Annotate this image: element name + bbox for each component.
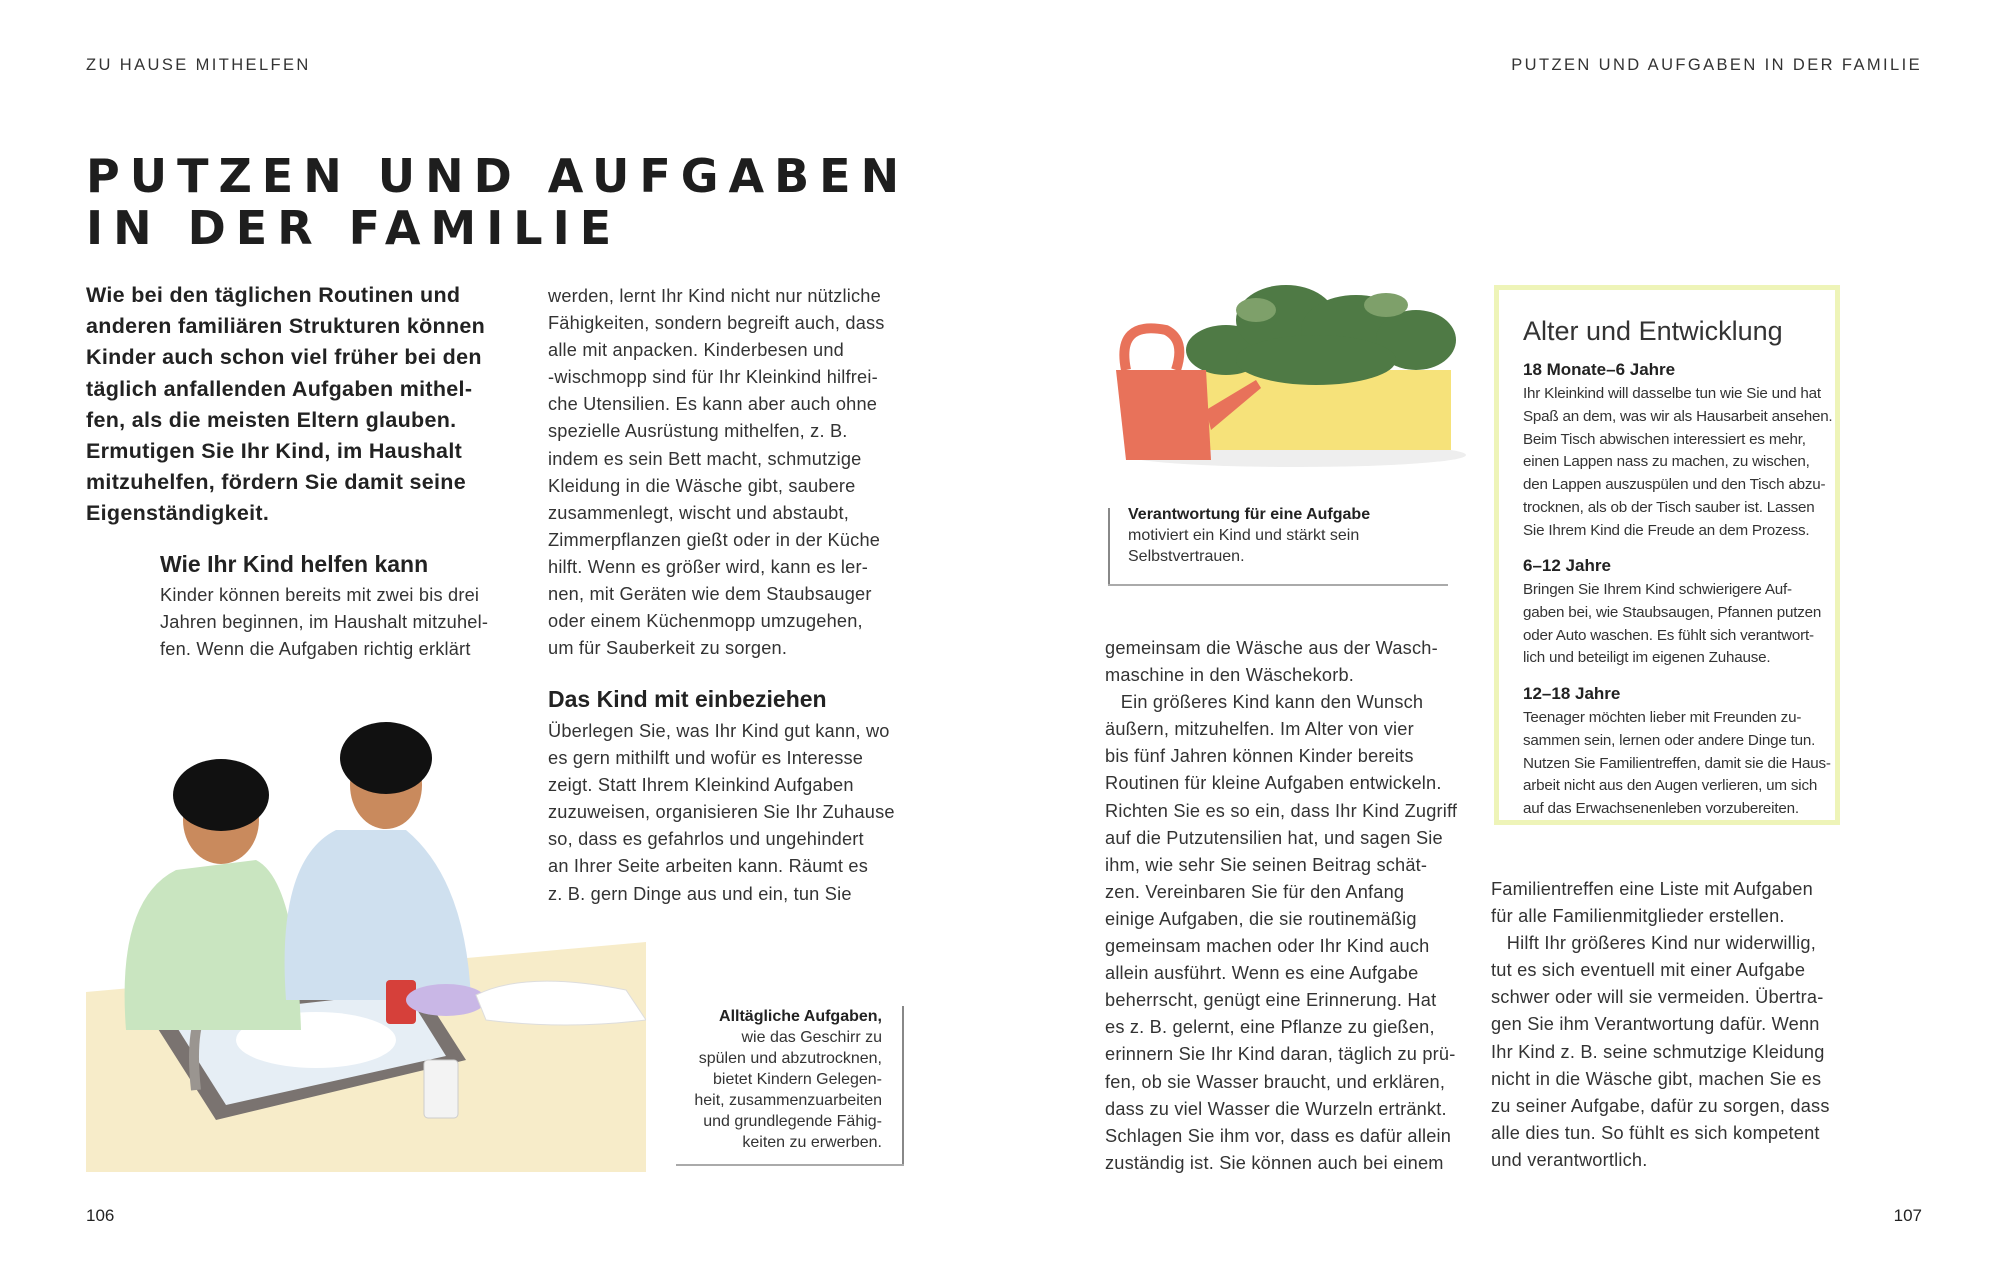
text-line: Überlegen Sie, was Ihr Kind gut kann, wo [548, 721, 890, 741]
intro-line: Eigenständigkeit. [86, 501, 270, 526]
text-line: und verantwortlich. [1491, 1149, 1648, 1170]
text-line: gemeinsam die Wäsche aus der Wasch- [1105, 638, 1438, 658]
page-number-right: 107 [1893, 1206, 1922, 1225]
caption-line: keiten zu erwerben. [742, 1134, 882, 1151]
caption-line: heit, zusammenzuarbeiten [694, 1092, 882, 1109]
text-line: Kinder können bereits mit zwei bis drei [160, 585, 480, 605]
text-line: zuständig ist. Sie können auch bei einem [1105, 1152, 1444, 1173]
watering-can [1116, 370, 1211, 460]
text-line: es z. B. gelernt, eine Pflanze zu gießen, [1105, 1017, 1435, 1038]
text-line: zeigt. Statt Ihrem Kleinkind Aufgaben [548, 775, 854, 796]
text-line: dass zu viel Wasser die Wurzeln ertränkt. [1105, 1098, 1447, 1119]
box-line: gaben bei, wie Staubsaugen, Pfannen putzen [1523, 603, 1822, 621]
box-title: Alter und Entwicklung [1523, 316, 1783, 346]
intro-line: täglich anfallenden Aufgaben mithel- [86, 376, 473, 401]
text-line: maschine in den Wäschekorb. [1105, 665, 1355, 686]
box-line: sammen sein, lernen oder andere Dinge tun. [1523, 731, 1816, 749]
text-line: für alle Familienmitglieder erstellen. [1491, 906, 1785, 927]
column-4-text [1491, 876, 1830, 1174]
text-line: nen, mit Geräten wie dem Staubsauger [548, 584, 872, 605]
boy-left-shirt [125, 860, 301, 1030]
caption-line: motiviert ein Kind und stärkt sein [1128, 527, 1360, 544]
text-line: werden, lernt Ihr Kind nicht nur nützliche [548, 286, 881, 306]
box-text [1523, 579, 1821, 670]
text-line: auf die Putzutensilien hat, und sagen Sie [1105, 827, 1443, 848]
title-line-1: PUTZEN UND AUFGABEN [86, 149, 910, 203]
text-line: beherrscht, genügt eine Erinnerung. Hat [1105, 990, 1437, 1011]
text-line: um für Sauberkeit zu sorgen. [548, 638, 788, 659]
plant-illustration [1096, 260, 1476, 482]
age-development-box [1494, 285, 1840, 825]
box-text [1523, 383, 1832, 543]
intro-line: Wie bei den täglichen Routinen und [86, 283, 461, 307]
caption-plant [1128, 504, 1370, 567]
text-line: -wischmopp sind für Ihr Kleinkind hilfrei- [548, 367, 878, 388]
caption-bold: Alltägliche Aufgaben, [719, 1008, 882, 1025]
box-line: Sie Ihrem Kind die Freude an dem Prozess. [1523, 521, 1810, 539]
text-line: so, dass es gefahrlos und ungehindert [548, 829, 864, 850]
text-line: äußern, mitzuhelfen. Im Alter von vier [1105, 719, 1414, 740]
text-line: Familientreffen eine Liste mit Aufgaben [1491, 879, 1813, 899]
intro-line: Kinder auch schon viel früher bei den [86, 345, 482, 370]
boy-left-hair [173, 759, 269, 831]
box-line: Bringen Sie Ihrem Kind schwierigere Auf- [1523, 581, 1792, 598]
box-line: Spaß an dem, was wir als Hausarbeit ansehen. [1523, 407, 1833, 425]
text-line: Ihr Kind z. B. seine schmutzige Kleidung [1491, 1041, 1825, 1062]
text-line: Hilft Ihr größeres Kind nur widerwillig, [1491, 933, 1816, 954]
running-header-left: ZU HAUSE MITHELFEN [86, 56, 311, 74]
caption-bold: Verantwortung für eine Aufgabe [1128, 506, 1371, 523]
section-heading-einbeziehen: Das Kind mit einbeziehen [548, 686, 827, 712]
text-line: alle dies tun. So fühlt es sich kompetent [1491, 1122, 1820, 1143]
can-handle [1124, 328, 1179, 370]
text-line: es gern mithilft und wofür es Interesse [548, 748, 864, 769]
intro-line: Ermutigen Sie Ihr Kind, im Haushalt [86, 439, 463, 464]
intro-line: mitzuhelfen, fördern Sie damit seine [86, 470, 466, 495]
caption-rule [902, 1006, 904, 1166]
text-line: oder einem Küchenmopp umzugehen, [548, 611, 863, 632]
text-line: spezielle Ausrüstung mithelfen, z. B. [548, 421, 848, 442]
text-line: zusammenlegt, wischt und abstaubt, [548, 502, 849, 523]
caption-rule [1108, 584, 1448, 586]
text-line: alle mit anpacken. Kinderbesen und [548, 340, 844, 361]
caption-line: und grundlegende Fähig- [703, 1113, 882, 1130]
box-line: auf das Erwachsenenleben vorzubereiten. [1523, 800, 1799, 818]
text-line: Kleidung in die Wäsche gibt, saubere [548, 475, 856, 496]
box-line: lich und beteiligt im eigenen Zuhause. [1523, 649, 1771, 667]
text-line: che Utensilien. Es kann aber auch ohne [548, 394, 878, 415]
text-line: gen Sie ihm Verantwortung dafür. Wenn [1491, 1014, 1820, 1035]
text-line: einige Aufgaben, die sie routinemäßig [1105, 908, 1417, 929]
text-line: schwer oder will sie vermeiden. Übertra- [1491, 987, 1824, 1008]
running-header-right: PUTZEN UND AUFGABEN IN DER FAMILIE [1511, 56, 1922, 74]
text-line: Schlagen Sie ihm vor, dass es dafür allein [1105, 1125, 1452, 1146]
text-line: Zimmerpflanzen gießt oder in der Küche [548, 529, 881, 550]
box-line: arbeit nicht aus den Augen verlieren, um sich [1523, 777, 1818, 795]
text-line: fen, ob sie Wasser braucht, und erklären, [1105, 1071, 1446, 1092]
box-subheading: 12–18 Jahre [1523, 684, 1621, 703]
text-line: allein ausführt. Wenn es eine Aufgabe [1105, 963, 1419, 984]
boy-right-shirt [285, 830, 471, 1000]
text-line: Richten Sie es so ein, dass Ihr Kind Zugriff [1105, 800, 1458, 821]
text-line: hilft. Wenn es größer wird, kann es ler- [548, 556, 869, 577]
box-line: oder Auto waschen. Es fühlt sich verantwort- [1523, 626, 1814, 644]
caption-line: spülen und abzutrocknen, [698, 1050, 882, 1067]
box-line: trocknen, als ob der Tisch sauber ist. Lassen [1523, 498, 1815, 516]
box-subheading: 6–12 Jahre [1523, 556, 1611, 575]
section1-text [160, 582, 488, 663]
intro-paragraph [86, 280, 516, 530]
section-heading-helfen: Wie Ihr Kind helfen kann [160, 551, 429, 577]
boy-right-hair [340, 722, 432, 794]
text-line: Routinen für kleine Aufgaben entwickeln. [1105, 773, 1442, 794]
column-3-text [1105, 635, 1457, 1177]
text-line: nicht in die Wäsche gibt, machen Sie es [1491, 1068, 1822, 1089]
intro-line: fen, als die meisten Eltern glauben. [86, 407, 457, 432]
dishwashing-illustration [86, 700, 646, 1172]
text-line: z. B. gern Dinge aus und ein, tun Sie [548, 883, 852, 904]
page-title [86, 150, 909, 254]
box-line: Teenager möchten lieber mit Freunden zu- [1523, 709, 1802, 726]
box-text [1523, 707, 1831, 821]
box-line: einen Lappen nass zu machen, zu wischen, [1523, 453, 1810, 471]
text-line: indem es sein Bett macht, schmutzige [548, 448, 862, 469]
text-line: ihm, wie sehr Sie seinen Beitrag schät- [1105, 854, 1428, 875]
column-2-text [548, 283, 885, 662]
caption-line: bietet Kindern Gelegen- [713, 1071, 882, 1088]
text-line: Ein größeres Kind kann den Wunsch [1105, 692, 1424, 713]
glass [424, 1060, 458, 1118]
text-line: tut es sich eventuell mit einer Aufgabe [1491, 960, 1806, 981]
box-subheading: 18 Monate–6 Jahre [1523, 360, 1676, 379]
caption-line: Selbstvertrauen. [1128, 548, 1245, 565]
caption-rule [676, 1164, 904, 1166]
box-line: Ihr Kleinkind will dasselbe tun wie Sie und hat [1523, 385, 1821, 402]
box-line: den Lappen auszuspülen und den Tisch abzu- [1523, 476, 1826, 494]
caption-rule [1108, 508, 1110, 586]
cloth [406, 984, 486, 1016]
box-line: Beim Tisch abwischen interessiert es mehr, [1523, 430, 1806, 448]
text-line: fen. Wenn die Aufgaben richtig erklärt [160, 639, 471, 660]
text-line: bis fünf Jahren können Kinder bereits [1105, 746, 1414, 767]
title-line-2: IN DER FAMILIE [86, 201, 622, 255]
page-number-left: 106 [86, 1206, 115, 1225]
intro-line: anderen familiären Strukturen können [86, 314, 486, 339]
text-line: Fähigkeiten, sondern begreift auch, dass [548, 313, 885, 334]
text-line: zen. Vereinbaren Sie für den Anfang [1105, 881, 1405, 902]
text-line: Jahren beginnen, im Haushalt mitzuhel- [160, 612, 489, 633]
text-line: gemeinsam machen oder Ihr Kind auch [1105, 936, 1430, 957]
text-line: zuzuweisen, organisieren Sie Ihr Zuhause [548, 802, 895, 823]
text-line: zu seiner Aufgabe, dafür zu sorgen, dass [1491, 1095, 1830, 1116]
text-line: erinnern Sie Ihr Kind daran, täglich zu prü- [1105, 1044, 1456, 1065]
text-line: an Ihrer Seite arbeiten kann. Räumt es [548, 856, 868, 877]
box-line: Nutzen Sie Familientreffen, damit sie die Haus- [1523, 754, 1831, 772]
caption-line: wie das Geschirr zu [741, 1029, 882, 1046]
caption-dishes [620, 1006, 882, 1153]
